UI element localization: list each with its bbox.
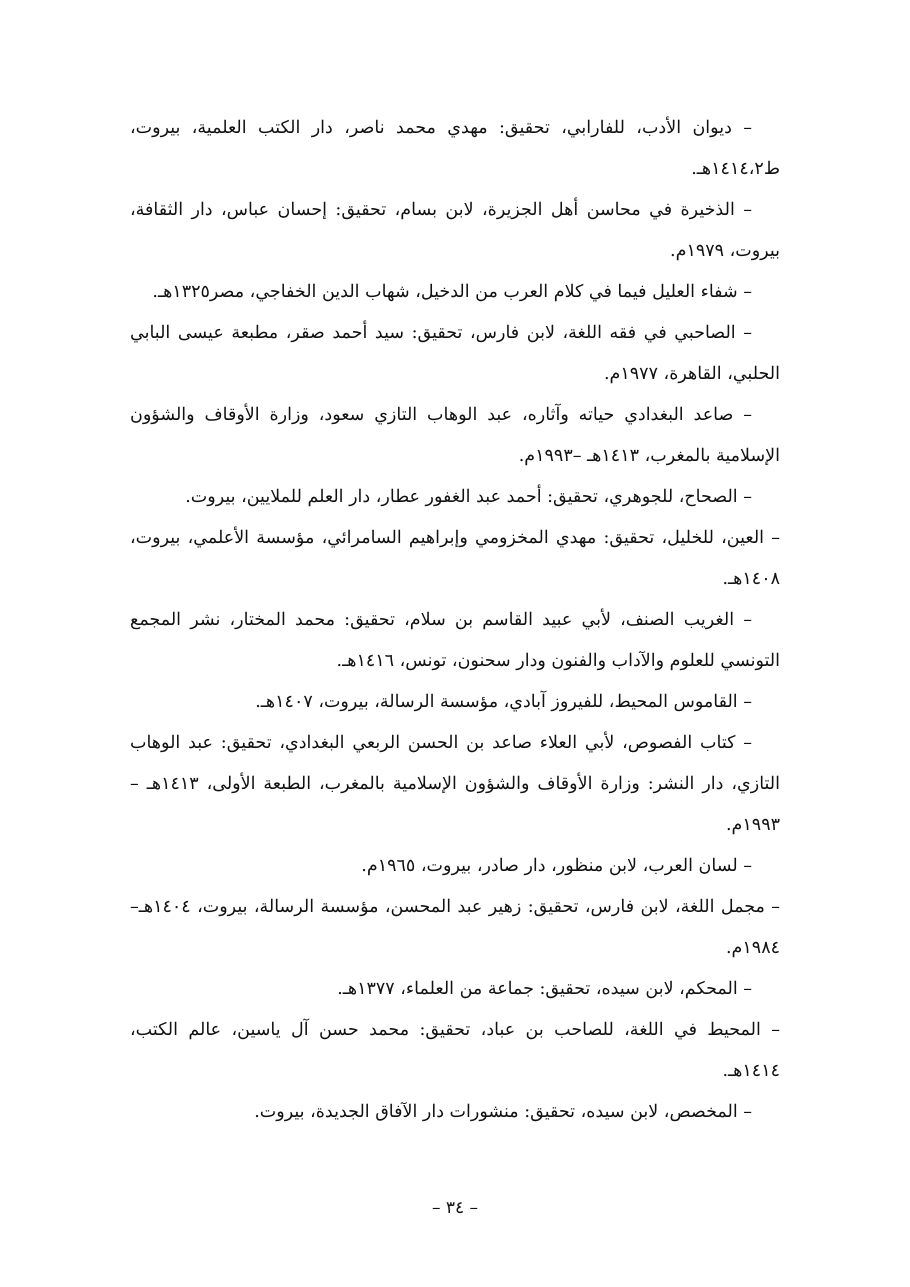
reference-entry: – المخصص، لابن سيده، تحقيق: منشورات دار الآفاق الجديدة، بيروت.: [254, 1102, 752, 1122]
reference-entry: – الصحاح، للجوهري، تحقيق: أحمد عبد الغفور عطار، دار العلم للملايين، بيروت.: [185, 487, 752, 507]
reference-entry: – المحيط في اللغة، للصاحب بن عباد، تحقيق: محمد حسن آل ياسين، عالم الكتب، ١٤١٤هـ.: [130, 1020, 780, 1081]
reference-entry: – ديوان الأدب، للفارابي، تحقيق: مهدي محمد ناصر، دار الكتب العلمية، بيروت، ط١٤١٤،٢هـ.: [130, 118, 780, 179]
reference-entry: – القاموس المحيط، للفيروز آبادي، مؤسسة الرسالة، بيروت، ١٤٠٧هـ.: [255, 692, 752, 712]
reference-entry: – العين، للخليل، تحقيق: مهدي المخزومي وإبراهيم السامرائي، مؤسسة الأعلمي، بيروت، ١٤٠٨هـ.: [130, 528, 780, 589]
reference-entry: – صاعد البغدادي حياته وآثاره، عبد الوهاب التازي سعود، وزارة الأوقاف والشؤون الإسلامية بالمغرب، ١٤١٣هـ –١٩٩٣م.: [130, 405, 780, 466]
reference-entry: – الصاحبي في فقه اللغة، لابن فارس، تحقيق: سيد أحمد صقر، مطبعة عيسى البابي الحلبي، القاهرة، ١٩٧٧م.: [130, 323, 780, 384]
reference-entry: – المحكم، لابن سيده، تحقيق: جماعة من العلماء، ١٣٧٧هـ.: [337, 979, 752, 999]
page-number: – ٣٤ –: [431, 1198, 479, 1218]
reference-entry: – مجمل اللغة، لابن فارس، تحقيق: زهير عبد المحسن، مؤسسة الرسالة، بيروت، ١٤٠٤هـ– ١٩٨٤م.: [130, 897, 780, 958]
bibliography-list: [130, 108, 780, 1133]
reference-entry: – لسان العرب، لابن منظور، دار صادر، بيروت، ١٩٦٥م.: [361, 856, 752, 876]
reference-entry: – الغريب الصنف، لأبي عبيد القاسم بن سلام، تحقيق: محمد المختار، نشر المجمع التونسي للعلوم والآداب والفنون ودار سحنون، تونس، ١٤١٦هـ.: [130, 610, 780, 671]
reference-entry: – كتاب الفصوص، لأبي العلاء صاعد بن الحسن الربعي البغدادي، تحقيق: عبد الوهاب التازي، دار النشر: وزارة الأوقاف والشؤون الإسلامية بالمغرب، الطبعة الأولى، ١٤١٣هـ – ١٩٩٣م.: [130, 733, 780, 835]
reference-entry: – شفاء العليل فيما في كلام العرب من الدخيل، شهاب الدين الخفاجي، مصر١٣٢٥هـ.: [152, 282, 752, 302]
reference-entry: – الذخيرة في محاسن أهل الجزيرة، لابن بسام، تحقيق: إحسان عباس، دار الثقافة، بيروت، ١٩٧٩م.: [130, 200, 780, 261]
